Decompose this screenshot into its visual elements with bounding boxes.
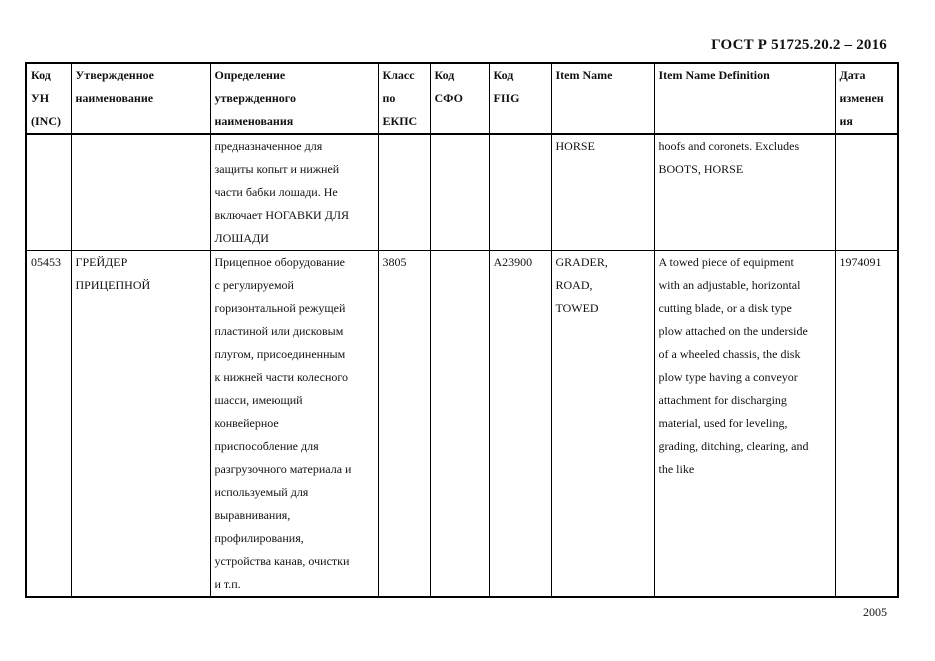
cell-text-line: with an adjustable, horizontal	[658, 278, 801, 292]
header-text-line: Утвержденное	[75, 68, 154, 82]
cell-text-line: с регулируемой	[214, 278, 294, 292]
cell-inc	[26, 251, 71, 598]
header-text-line: Код	[31, 68, 51, 82]
header-text-line: Определение	[214, 68, 286, 82]
table-row	[26, 251, 898, 598]
cell-text-line: части бабки лошади. Не	[214, 185, 338, 199]
cell-text-line: приспособление для	[214, 439, 319, 453]
cell-text-line: разгрузочного материала и	[214, 462, 352, 476]
cell-text-line: защиты копыт и нижней	[214, 162, 340, 176]
cell-text-line: к нижней части колесного	[214, 370, 349, 384]
cell-definition	[210, 251, 378, 598]
header-text-line: ия	[839, 114, 853, 128]
cell-approved-name	[71, 134, 210, 251]
column-header-approved-name	[71, 63, 210, 134]
cell-text-line: ЛОШАДИ	[214, 231, 269, 245]
cell-text-line: ГРЕЙДЕР	[75, 255, 128, 269]
cell-text-line: material, used for leveling,	[658, 416, 788, 430]
cell-change-date	[835, 251, 898, 598]
cell-text-line: plow attached on the underside	[658, 324, 808, 338]
cell-text-line: 3805	[382, 255, 407, 269]
cell-text-line: the like	[658, 462, 695, 476]
cell-text-line: устройства канав, очистки	[214, 554, 350, 568]
document-code: ГОСТ Р 51725.20.2 – 2016	[711, 37, 887, 53]
cell-inc	[26, 134, 71, 251]
cell-text-line: attachment for discharging	[658, 393, 787, 407]
cell-text-line: 1974091	[839, 255, 882, 269]
header-text-line: Дата	[839, 68, 866, 82]
cell-definition	[210, 134, 378, 251]
cell-code-fiig	[489, 251, 551, 598]
header-text-line: УН	[31, 91, 50, 105]
header-text-line: ЕКПС	[382, 114, 418, 128]
cell-text-line: A23900	[493, 255, 533, 269]
cell-text-line: пластиной или дисковым	[214, 324, 344, 338]
cell-item-name	[551, 251, 654, 598]
cell-text-line: включает НОГАВКИ ДЛЯ	[214, 208, 350, 222]
cell-change-date	[835, 134, 898, 251]
cell-text-line: плугом, присоединенным	[214, 347, 346, 361]
cell-text-line: BOOTS, HORSE	[658, 162, 744, 176]
header-text-line: утвержденного	[214, 91, 296, 105]
cell-text-line: выравнивания,	[214, 508, 291, 522]
table-header-row	[26, 63, 898, 134]
cell-text-line: шасси, имеющий	[214, 393, 303, 407]
column-header-code-fiig	[489, 63, 551, 134]
cell-text-line: plow type having a conveyor	[658, 370, 798, 384]
cell-text-line: Прицепное оборудование	[214, 255, 345, 269]
cell-text-line: 05453	[31, 255, 61, 269]
cell-text-line: ROAD,	[555, 278, 593, 292]
cell-text-line: конвейерное	[214, 416, 279, 430]
header-text-line: наименование	[75, 91, 154, 105]
header-text-line: Класс	[382, 68, 415, 82]
header-text-line: Item Name Definition	[658, 68, 770, 82]
cell-item-name	[551, 134, 654, 251]
cell-text-line: A towed piece of equipment	[658, 255, 794, 269]
cell-text-line: ПРИЦЕПНОЙ	[75, 278, 151, 292]
column-header-change-date	[835, 63, 898, 134]
cell-text-line: cutting blade, or a disk type	[658, 301, 792, 315]
header-text-line: Код	[434, 68, 455, 82]
cell-item-name-definition	[654, 251, 835, 598]
header-text-line: (INC)	[31, 114, 61, 128]
cell-text-line: of a wheeled chassis, the disk	[658, 347, 801, 361]
cell-code-fiig	[489, 134, 551, 251]
table-row	[26, 134, 898, 251]
cell-class-ekps	[378, 134, 430, 251]
cell-text-line: grading, ditching, clearing, and	[658, 439, 809, 453]
cell-class-ekps	[378, 251, 430, 598]
column-header-item-name-definition	[654, 63, 835, 134]
header-text-line: наименования	[214, 114, 294, 128]
cell-code-sfo	[430, 251, 489, 598]
header-text-line: изменен	[839, 91, 884, 105]
cell-text-line: профилирования,	[214, 531, 304, 545]
cell-item-name-definition	[654, 134, 835, 251]
cell-text-line: HORSE	[555, 139, 595, 153]
cell-text-line: GRADER,	[555, 255, 608, 269]
cell-text-line: hoofs and coronets. Excludes	[658, 139, 800, 153]
cell-approved-name	[71, 251, 210, 598]
cell-text-line: и т.п.	[214, 577, 241, 591]
column-header-code-sfo	[430, 63, 489, 134]
page-number: 2005	[863, 605, 887, 619]
column-header-definition	[210, 63, 378, 134]
header-text-line: Item Name	[555, 68, 613, 82]
column-header-class-ekps	[378, 63, 430, 134]
cell-text-line: предназначенное для	[214, 139, 323, 153]
cell-text-line: используемый для	[214, 485, 309, 499]
items-table	[25, 62, 899, 598]
header-text-line: СФО	[434, 91, 463, 105]
column-header-inc	[26, 63, 71, 134]
header-text-line: по	[382, 91, 396, 105]
cell-text-line: TOWED	[555, 301, 599, 315]
cell-text-line: горизонтальной режущей	[214, 301, 346, 315]
header-text-line: Код	[493, 68, 514, 82]
column-header-item-name	[551, 63, 654, 134]
header-text-line: FIIG	[493, 91, 520, 105]
cell-code-sfo	[430, 134, 489, 251]
table-body	[26, 134, 898, 597]
